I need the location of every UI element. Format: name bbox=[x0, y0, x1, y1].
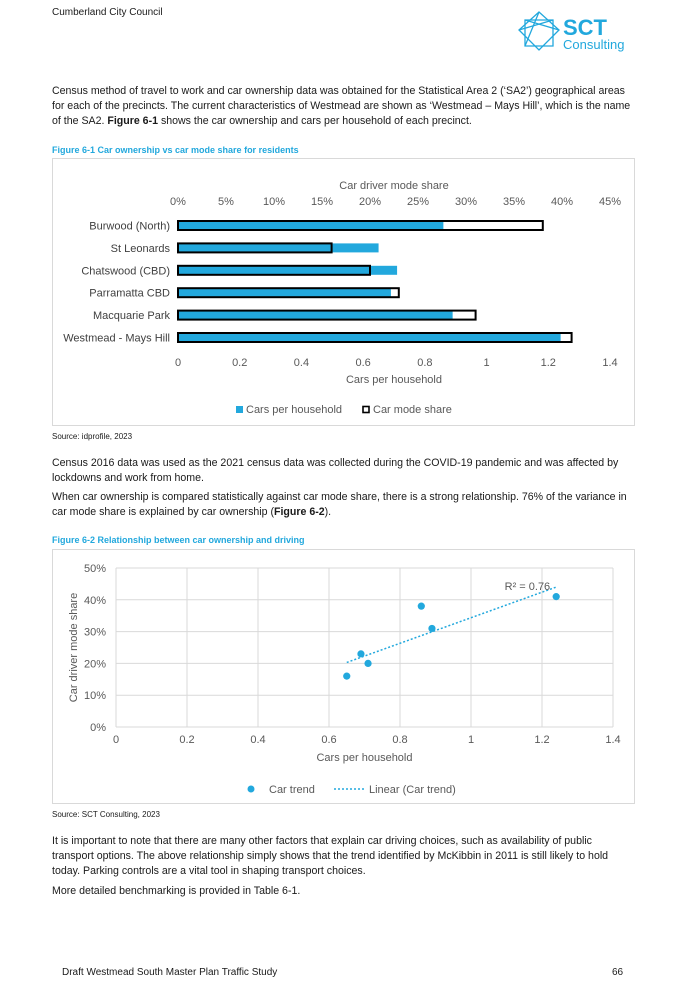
legend-linear-label: Linear (Car trend) bbox=[369, 784, 456, 796]
y-tick-label: 10% bbox=[83, 690, 106, 703]
top-axis-tick-label: 40% bbox=[550, 196, 574, 208]
legend-cars-per-household-label: Cars per household bbox=[246, 404, 343, 416]
bottom-axis-tick-label: 0.6 bbox=[355, 357, 371, 369]
bottom-axis-tick-label: 0.8 bbox=[417, 357, 433, 369]
logo-text-sct: SCT bbox=[563, 15, 607, 40]
logo-text-consulting: Consulting bbox=[563, 37, 625, 52]
category-label: Macquarie Park bbox=[92, 310, 170, 323]
x-tick-label: 1.2 bbox=[534, 734, 550, 746]
cars-per-household-bar bbox=[178, 288, 391, 297]
factors-paragraph: It is important to note that there are many other factors that explain car driving choices, such as availability of public transport options. The above relationship simply shows that the trend identified by McKibbin in 2011 is still likely to hold today. Parking controls are a vital tool in shaping transport choices. bbox=[52, 835, 609, 877]
x-tick-label: 1 bbox=[467, 734, 475, 746]
relationship-text-1: When car ownership is compared statistically against car mode share, there is a strong relationship. 76% of the variance in car mode share is explained by car ownership ( bbox=[52, 491, 627, 518]
y-axis-title: Car driver mode share bbox=[68, 592, 80, 703]
page-number: 66 bbox=[612, 967, 624, 978]
top-axis-tick-label: 20% bbox=[358, 196, 382, 208]
car-trend-point bbox=[418, 603, 425, 610]
legend-car-trend-marker bbox=[248, 786, 255, 793]
cars-per-household-bar bbox=[178, 243, 379, 252]
figure1-svg bbox=[53, 159, 634, 425]
top-axis-tick-label: 5% bbox=[218, 196, 234, 208]
figure2-svg bbox=[53, 550, 634, 803]
top-axis-tick-label: 45% bbox=[598, 196, 622, 208]
y-tick-label: 0% bbox=[90, 722, 106, 734]
linear-trendline bbox=[347, 587, 556, 662]
cars-per-household-bar bbox=[178, 266, 397, 275]
top-axis-tick-label: 15% bbox=[310, 196, 334, 208]
cars-per-household-bar bbox=[178, 221, 443, 230]
bottom-axis-tick-label: 1 bbox=[483, 357, 490, 369]
cars-per-household-bar bbox=[178, 333, 561, 342]
relationship-paragraph bbox=[52, 490, 632, 520]
top-axis-tick-label: 25% bbox=[406, 196, 430, 208]
category-label: Chatswood (CBD) bbox=[81, 265, 170, 278]
top-axis-tick-label: 10% bbox=[262, 196, 286, 208]
x-axis-title: Cars per household bbox=[316, 752, 413, 764]
intro-paragraph bbox=[52, 84, 632, 129]
figure1-chart bbox=[52, 158, 635, 426]
top-axis-tick-label: 0% bbox=[170, 196, 186, 208]
figure1-source: Source: idprofile, 2023 bbox=[52, 432, 133, 441]
y-tick-label: 30% bbox=[83, 626, 106, 639]
figure2-caption: Figure 6-2 Relationship between car ownership and driving bbox=[52, 535, 305, 545]
footer-title: Draft Westmead South Master Plan Traffic Study bbox=[62, 967, 278, 978]
legend-car-trend-label: Car trend bbox=[269, 784, 315, 796]
bottom-axis-tick-label: 0 bbox=[174, 357, 182, 369]
car-trend-point bbox=[357, 650, 364, 657]
x-tick-label: 0.8 bbox=[392, 734, 408, 746]
top-axis-tick-label: 35% bbox=[502, 196, 526, 208]
intro-text-1: Census method of travel to work and car ownership data was obtained for the Statistical Area 2 (‘SA2’) geographical areas for each of the precincts. The current characteristics of Westmead are shown as ‘Westmead – Mays Hill’, which is the name of the SA2. bbox=[52, 85, 631, 127]
relationship-text-2: ). bbox=[324, 506, 332, 518]
relationship-figure-ref: Figure 6-2 bbox=[274, 506, 325, 518]
legend-car-mode-share-swatch bbox=[363, 407, 369, 413]
x-tick-label: 0.2 bbox=[179, 734, 195, 746]
top-axis-tick-label: 30% bbox=[454, 196, 478, 208]
intro-text-2: shows the car ownership and cars per household of each precinct. bbox=[158, 115, 472, 127]
bottom-axis-tick-label: 0.4 bbox=[293, 357, 310, 369]
bottom-axis-title: Cars per household bbox=[345, 374, 443, 386]
category-label: Burwood (North) bbox=[89, 220, 170, 233]
header-org-name: Cumberland City Council bbox=[52, 7, 163, 18]
bottom-axis-tick-label: 0.2 bbox=[232, 357, 248, 369]
sct-consulting-logo bbox=[515, 6, 639, 54]
x-tick-label: 0 bbox=[112, 734, 120, 746]
car-trend-point bbox=[553, 593, 560, 600]
y-tick-label: 50% bbox=[83, 563, 106, 575]
car-trend-point bbox=[364, 660, 371, 667]
y-tick-label: 40% bbox=[83, 594, 106, 607]
category-label: Parramatta CBD bbox=[89, 287, 170, 300]
figure1-caption: Figure 6-1 Car ownership vs car mode share for residents bbox=[52, 145, 299, 155]
top-axis-title: Car driver mode share bbox=[339, 180, 449, 192]
r-squared-label: R² = 0.76 bbox=[504, 581, 551, 594]
benchmarking-paragraph: More detailed benchmarking is provided in Table 6-1. bbox=[52, 885, 301, 897]
logo-diamond-icon bbox=[519, 12, 559, 50]
category-label: Westmead - Mays Hill bbox=[63, 332, 170, 345]
legend-cars-per-household-swatch bbox=[236, 406, 243, 413]
bottom-axis-tick-label: 1.4 bbox=[602, 357, 618, 369]
car-trend-point bbox=[343, 673, 350, 680]
logo-graphic bbox=[515, 6, 639, 54]
figure2-chart bbox=[52, 549, 635, 804]
x-tick-label: 0.6 bbox=[321, 734, 337, 746]
census-paragraph: Census 2016 data was used as the 2021 census data was collected during the COVID-19 pandemic and was affected by lockdowns and work from home. bbox=[52, 457, 619, 484]
intro-figure-ref: Figure 6-1 bbox=[107, 115, 158, 127]
x-tick-label: 0.4 bbox=[250, 734, 266, 746]
car-trend-point bbox=[428, 625, 435, 632]
y-tick-label: 20% bbox=[83, 658, 106, 671]
bottom-axis-tick-label: 1.2 bbox=[540, 357, 556, 369]
figure2-source: Source: SCT Consulting, 2023 bbox=[52, 810, 160, 819]
legend-car-mode-share-label: Car mode share bbox=[373, 404, 452, 416]
cars-per-household-bar bbox=[178, 311, 453, 320]
x-tick-label: 1.4 bbox=[605, 734, 621, 746]
category-label: St Leonards bbox=[110, 242, 170, 255]
